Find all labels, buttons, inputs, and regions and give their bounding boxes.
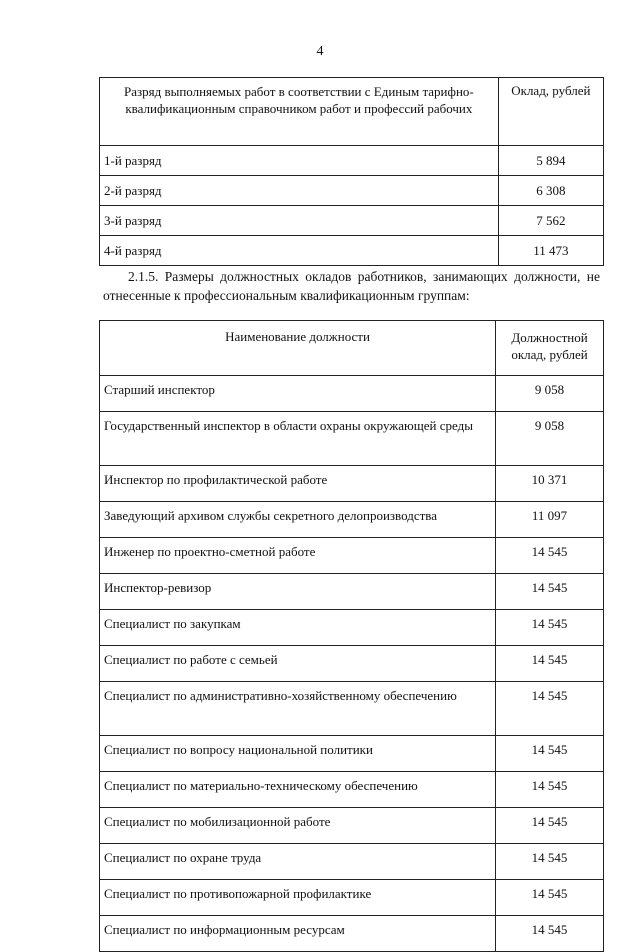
- page-number: 4: [316, 44, 324, 59]
- salary-cell: 9 058: [496, 376, 604, 412]
- salary-cell: 11 097: [496, 502, 604, 538]
- salary-cell: 14 545: [496, 610, 604, 646]
- position-salary-table: [99, 320, 604, 952]
- table-row: [100, 466, 604, 502]
- table-row: [100, 574, 604, 610]
- table-row: [100, 808, 604, 844]
- table-row: [100, 736, 604, 772]
- position-name-cell: Инспектор-ревизор: [100, 574, 496, 610]
- table-row: [100, 844, 604, 880]
- position-name-cell: Заведующий архивом службы секретного делопроизводства: [100, 502, 496, 538]
- position-name-cell: Старший инспектор: [100, 376, 496, 412]
- salary-cell: 11 473: [498, 236, 603, 266]
- table-row: [100, 538, 604, 574]
- salary-cell: 14 545: [496, 880, 604, 916]
- salary-cell: 14 545: [496, 808, 604, 844]
- salary-cell: 10 371: [496, 466, 604, 502]
- position-name-cell: Специалист по административно-хозяйственному обеспечению: [100, 682, 496, 736]
- table-row: [100, 412, 604, 466]
- table-row: [100, 376, 604, 412]
- position-name-cell: Специалист по информационным ресурсам: [100, 916, 496, 952]
- salary-cell: 14 545: [496, 772, 604, 808]
- table-row: [100, 682, 604, 736]
- table-row: [100, 916, 604, 952]
- salary-cell: 7 562: [498, 206, 603, 236]
- salary-cell: 14 545: [496, 682, 604, 736]
- position-name-cell: Специалист по вопросу национальной политики: [100, 736, 496, 772]
- salary-cell: 6 308: [498, 176, 603, 206]
- grade-salary-table: [99, 77, 604, 266]
- table-row: [100, 236, 604, 266]
- position-name-cell: Специалист по охране труда: [100, 844, 496, 880]
- table-row: [100, 880, 604, 916]
- salary-cell: 14 545: [496, 538, 604, 574]
- position-name-cell: Инженер по проектно-сметной работе: [100, 538, 496, 574]
- salary-cell: 14 545: [496, 574, 604, 610]
- table-row: [100, 646, 604, 682]
- table-row: [100, 206, 604, 236]
- position-name-cell: Специалист по закупкам: [100, 610, 496, 646]
- grade-name-cell: 4-й разряд: [100, 236, 499, 266]
- table-row: [100, 502, 604, 538]
- position-column-header: Наименование должности: [100, 321, 496, 376]
- salary-cell: 9 058: [496, 412, 604, 466]
- grade-name-cell: 1-й разряд: [100, 146, 499, 176]
- table-row: [100, 772, 604, 808]
- salary-cell: 5 894: [498, 146, 603, 176]
- position-name-cell: Специалист по противопожарной профилактике: [100, 880, 496, 916]
- position-name-cell: Государственный инспектор в области охраны окружающей среды: [100, 412, 496, 466]
- salary-cell: 14 545: [496, 844, 604, 880]
- position-name-cell: Специалист по мобилизационной работе: [100, 808, 496, 844]
- position-name-cell: Специалист по материально-техническому обеспечению: [100, 772, 496, 808]
- table-row: [100, 176, 604, 206]
- salary-cell: 14 545: [496, 736, 604, 772]
- salary-column-header: Оклад, рублей: [498, 78, 603, 146]
- grade-name-cell: 3-й разряд: [100, 206, 499, 236]
- salary-cell: 14 545: [496, 646, 604, 682]
- table-header-row: [100, 321, 604, 376]
- table-row: [100, 146, 604, 176]
- position-name-cell: Инспектор по профилактической работе: [100, 466, 496, 502]
- salary-cell: 14 545: [496, 916, 604, 952]
- table-header-row: [100, 78, 604, 146]
- grade-column-header: Разряд выполняемых работ в соответствии с Единым тарифно-квалификационным справочником работ и профессий рабочих: [100, 78, 499, 146]
- section-paragraph: 2.1.5. Размеры должностных окладов работников, занимающих должности, не отнесенные к профессиональным квалификационным группам:: [103, 269, 600, 303]
- salary-column-header: Должностной оклад, рублей: [496, 321, 604, 376]
- position-name-cell: Специалист по работе с семьей: [100, 646, 496, 682]
- grade-name-cell: 2-й разряд: [100, 176, 499, 206]
- table-row: [100, 610, 604, 646]
